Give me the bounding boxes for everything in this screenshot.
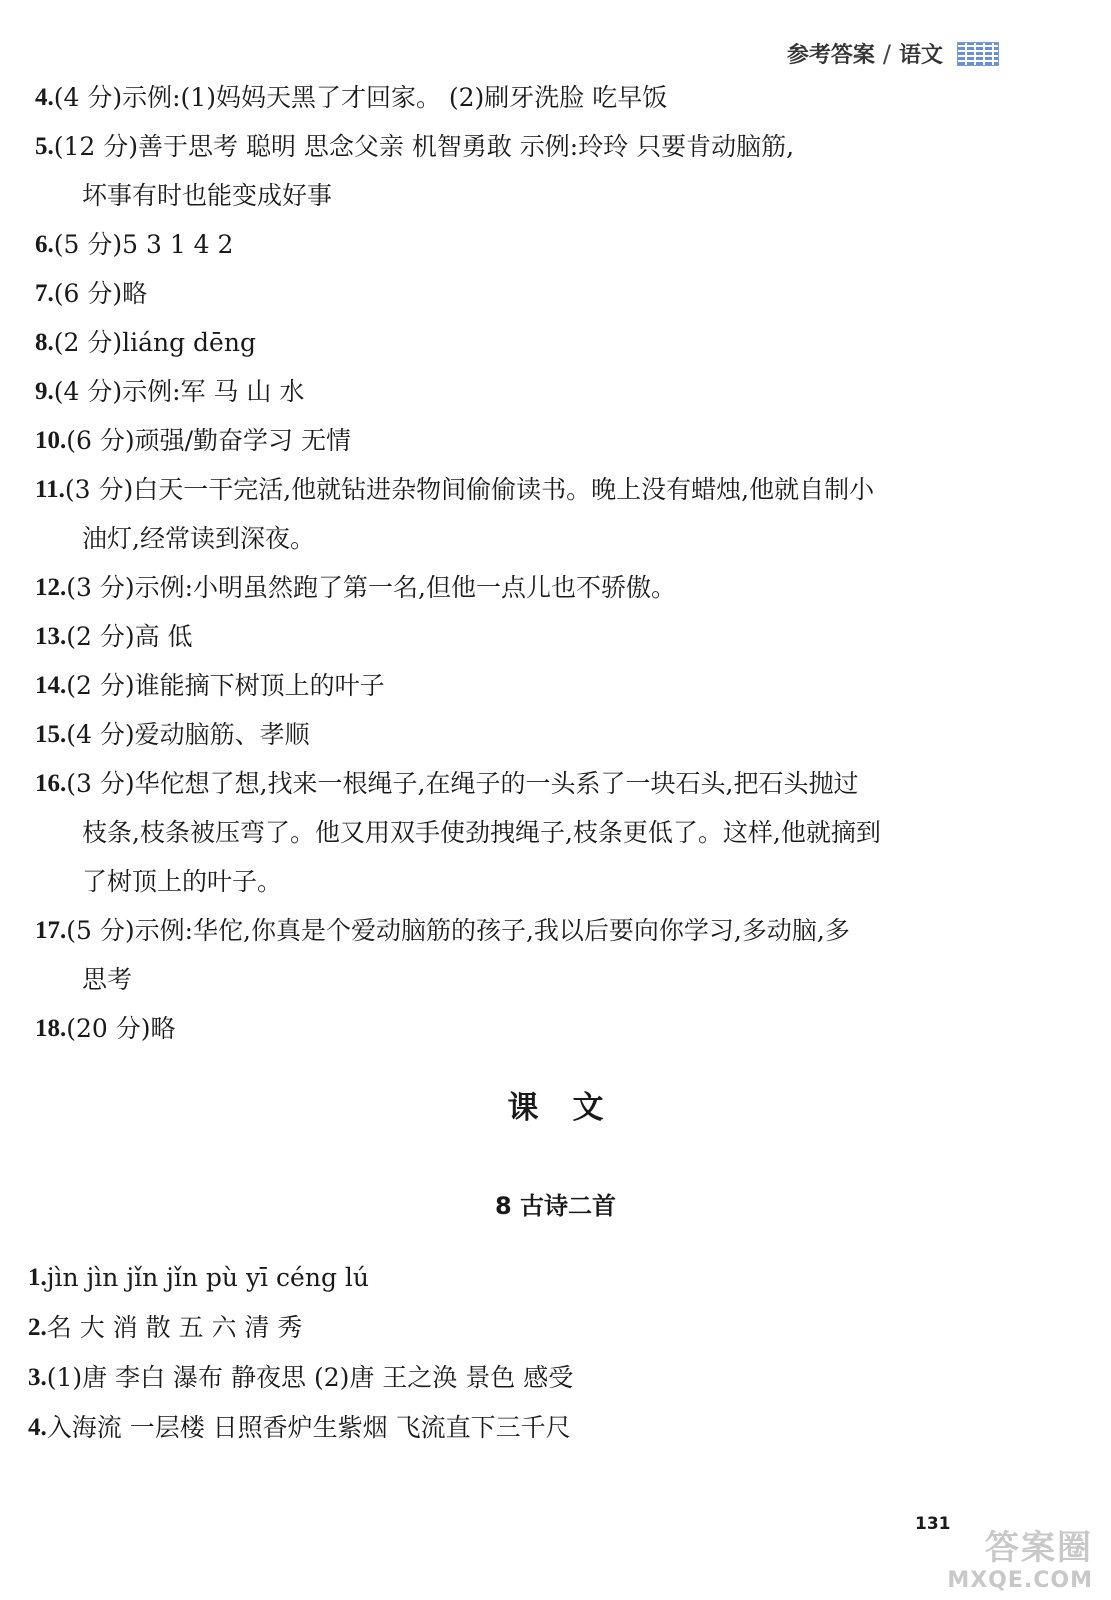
- answer-text: jìn jìn jǐn jǐn pù yī céng lú: [46, 1263, 369, 1292]
- answer-item: [35, 710, 985, 759]
- answer-text: (3 分)白天一干完活,他就钻进杂物间偷偷读书。晚上没有蜡烛,他就自制小: [64, 475, 875, 504]
- watermark-logo: 答案圈: [985, 1528, 1093, 1568]
- answer-number: 7.: [35, 280, 54, 307]
- answer-number: 4.: [28, 1414, 47, 1441]
- watermark-url: MXQE.COM: [947, 1568, 1093, 1593]
- answer-list: [35, 73, 985, 1053]
- answer-text-continued: 思考: [82, 965, 133, 994]
- answer-number: 1.: [28, 1264, 47, 1291]
- answer-text: (4 分)爱动脑筋、孝顺: [66, 720, 310, 749]
- page-header: [787, 38, 999, 69]
- answer-item: [35, 269, 985, 318]
- answer-item: [35, 367, 985, 416]
- header-label: 参考答案: [786, 43, 875, 68]
- header-subject: 语文: [898, 43, 943, 68]
- answer-item: [35, 416, 985, 465]
- answer-number: 13.: [35, 623, 67, 650]
- answer-text: (3 分)示例:小明虽然跑了第一名,但他一点儿也不骄傲。: [66, 573, 676, 602]
- answer-text: (4 分)示例:(1)妈妈天黑了才回家。 (2)刷牙洗脸 吃早饭: [53, 83, 668, 112]
- answer-item: [35, 465, 985, 563]
- answer-text-continued: 坏事有时也能变成好事: [82, 181, 333, 210]
- header-grid-icon: [957, 42, 999, 66]
- answer-item: [35, 612, 985, 661]
- answer-number: 14.: [35, 672, 67, 699]
- answer-text: (20 分)略: [66, 1014, 176, 1043]
- answer-text-continued: 枝条,枝条被压弯了。他又用双手使劲拽绳子,枝条更低了。这样,他就摘到: [82, 818, 881, 847]
- answer-text: (2 分)高 低: [66, 622, 193, 651]
- answer-text: (6 分)顽强/勤奋学习 无情: [66, 426, 351, 455]
- answer-number: 18.: [35, 1015, 67, 1042]
- answer-text-continued: 了树顶上的叶子。: [82, 867, 283, 896]
- lesson-title: 8 古诗二首: [494, 1192, 617, 1220]
- answer-item: [35, 661, 985, 710]
- watermark: [913, 1528, 1093, 1594]
- answer-item: [35, 73, 985, 122]
- answer-text: (3 分)华佗想了想,找来一根绳子,在绳子的一头系了一块石头,把石头抛过: [66, 769, 859, 798]
- answer-text: 名 大 消 散 五 六 清 秀: [46, 1313, 303, 1342]
- answer-number: 5.: [35, 133, 54, 160]
- lesson-answer-item: [28, 1253, 978, 1303]
- lesson-answer-item: [28, 1303, 978, 1353]
- answer-number: 8.: [35, 329, 54, 356]
- answer-item: [35, 318, 985, 367]
- answer-number: 4.: [35, 84, 54, 111]
- answer-number: 17.: [35, 917, 67, 944]
- answer-number: 10.: [35, 427, 67, 454]
- answer-number: 16.: [35, 770, 67, 797]
- answer-text-continued: 油灯,经常读到深夜。: [82, 524, 315, 553]
- answer-number: 12.: [35, 574, 67, 601]
- answer-number: 11.: [35, 476, 65, 503]
- header-divider: /: [882, 39, 891, 68]
- page-number: 131: [915, 1514, 951, 1534]
- lesson-answer-list: [28, 1253, 978, 1453]
- lesson-answer-item: [28, 1403, 978, 1453]
- answer-text: (1)唐 李白 瀑布 静夜思 (2)唐 王之涣 景色 感受: [46, 1363, 574, 1392]
- answer-text: (2 分)谁能摘下树顶上的叶子: [66, 671, 385, 700]
- answer-text: (6 分)略: [53, 279, 148, 308]
- lesson-answer-item: [28, 1353, 978, 1403]
- answer-item: [35, 563, 985, 612]
- answer-text: (5 分)5 3 1 4 2: [53, 230, 234, 259]
- answer-item: [35, 759, 985, 906]
- section-title: 课文: [507, 1090, 638, 1126]
- answer-text: 入海流 一层楼 日照香炉生紫烟 飞流直下三千尺: [46, 1413, 571, 1442]
- answer-text: (4 分)示例:军 马 山 水: [53, 377, 305, 406]
- answer-item: [35, 122, 985, 220]
- answer-number: 2.: [28, 1314, 47, 1341]
- answer-number: 6.: [35, 231, 54, 258]
- answer-text: (12 分)善于思考 聪明 思念父亲 机智勇敢 示例:玲玲 只要肯动脑筋,: [53, 132, 795, 161]
- answer-number: 3.: [28, 1364, 47, 1391]
- answer-item: [35, 1004, 985, 1053]
- answer-text: (2 分)liáng dēng: [53, 328, 256, 357]
- answer-number: 15.: [35, 721, 67, 748]
- answer-number: 9.: [35, 378, 54, 405]
- answer-item: [35, 220, 985, 269]
- answer-item: [35, 906, 985, 1004]
- answer-text: (5 分)示例:华佗,你真是个爱动脑筋的孩子,我以后要向你学习,多动脑,多: [66, 916, 850, 945]
